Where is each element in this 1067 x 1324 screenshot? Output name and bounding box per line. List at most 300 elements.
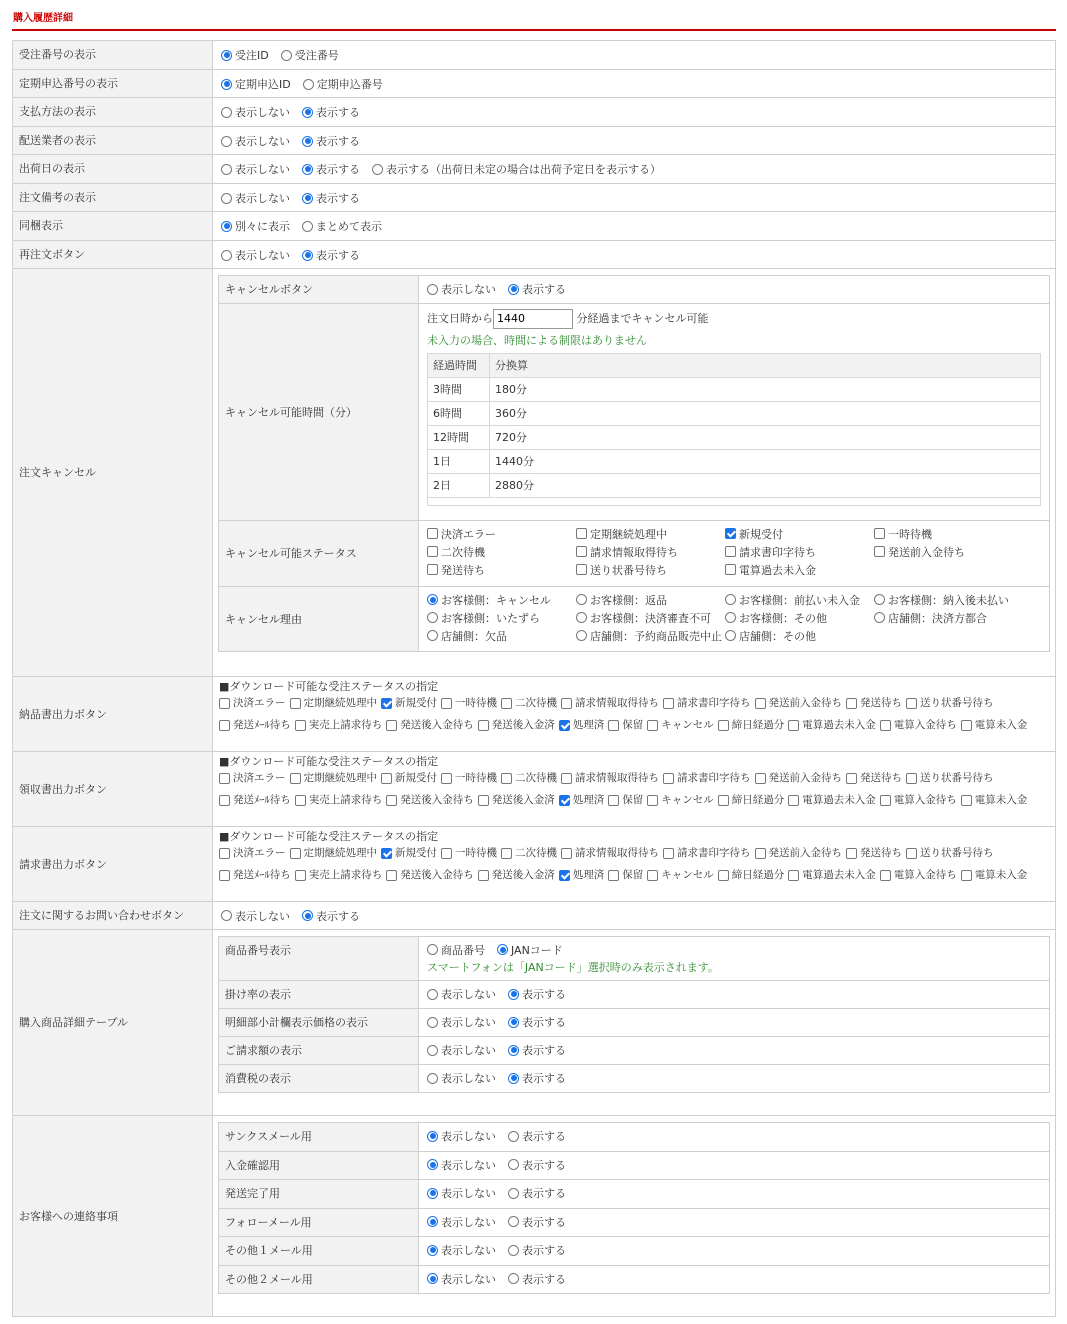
radio-button[interactable]	[427, 1216, 438, 1227]
checkbox[interactable]	[647, 795, 658, 806]
radio-option[interactable]	[725, 610, 874, 626]
checkbox-label: 電算過去未入金	[802, 868, 876, 881]
checkbox[interactable]	[219, 698, 230, 709]
checkbox-option[interactable]	[561, 769, 659, 788]
checkbox-option[interactable]	[880, 791, 957, 810]
checkbox[interactable]	[961, 795, 972, 806]
radio-group	[419, 1208, 1050, 1237]
checkbox-label: 送り状番号待ち	[920, 771, 994, 784]
checkbox-option[interactable]	[755, 769, 843, 788]
radio-option[interactable]	[221, 161, 290, 177]
radio-button[interactable]	[221, 164, 232, 175]
checkbox[interactable]	[725, 546, 736, 557]
checkbox-option[interactable]	[725, 526, 874, 542]
radio-button[interactable]	[508, 1159, 519, 1170]
radio-group	[419, 1065, 1050, 1093]
checkbox-option[interactable]	[663, 694, 751, 713]
radio-option[interactable]	[508, 1157, 566, 1173]
checkbox-option[interactable]	[788, 866, 876, 885]
radio-button[interactable]	[281, 50, 292, 61]
radio-option[interactable]	[221, 908, 290, 924]
checkbox[interactable]	[755, 848, 766, 859]
radio-option[interactable]	[427, 1214, 496, 1230]
checkbox[interactable]	[427, 564, 438, 575]
checkbox[interactable]	[501, 698, 512, 709]
radio-button[interactable]	[874, 594, 885, 605]
radio-option[interactable]	[303, 76, 383, 92]
radio-option[interactable]	[221, 218, 290, 234]
radio-option[interactable]	[302, 908, 360, 924]
checkbox-option[interactable]	[219, 866, 291, 885]
checkbox[interactable]	[880, 795, 891, 806]
row-label: 商品番号表示	[219, 936, 419, 981]
radio-button[interactable]	[427, 1017, 438, 1028]
checkbox-option[interactable]	[386, 716, 474, 735]
checkbox-option[interactable]	[441, 694, 497, 713]
radio-button[interactable]	[372, 164, 383, 175]
radio-label: お客様側：その他	[739, 611, 827, 625]
checkbox-option[interactable]	[725, 562, 874, 578]
checkbox-label: 電算未入金	[974, 868, 1028, 881]
checkbox-option[interactable]	[788, 791, 876, 810]
checkbox[interactable]	[874, 528, 885, 539]
radio-option[interactable]	[725, 592, 874, 608]
checkbox-option[interactable]	[608, 791, 643, 810]
checkbox-option[interactable]	[478, 716, 555, 735]
radio-button[interactable]	[427, 1273, 438, 1284]
checkbox-option[interactable]	[718, 791, 785, 810]
radio-button[interactable]	[725, 594, 736, 605]
radio-option[interactable]	[302, 161, 360, 177]
checkbox-option[interactable]	[219, 769, 286, 788]
checkbox-option[interactable]	[880, 716, 957, 735]
radio-option[interactable]	[427, 1128, 496, 1144]
checkbox[interactable]	[561, 773, 572, 784]
checkbox[interactable]	[381, 698, 392, 709]
radio-option[interactable]	[576, 610, 725, 626]
checkbox[interactable]	[427, 546, 438, 557]
radio-option[interactable]	[508, 1014, 566, 1030]
checkbox-option[interactable]	[663, 844, 751, 863]
radio-option[interactable]	[508, 1042, 566, 1058]
radio-button[interactable]	[427, 1245, 438, 1256]
radio-option[interactable]	[508, 1271, 566, 1287]
checkbox[interactable]	[788, 720, 799, 731]
checkbox[interactable]	[381, 773, 392, 784]
radio-button[interactable]	[221, 79, 232, 90]
checkbox-option[interactable]	[427, 562, 576, 578]
checkbox-option[interactable]	[381, 769, 437, 788]
radio-option[interactable]	[281, 47, 339, 63]
radio-option[interactable]	[221, 47, 269, 63]
checkbox[interactable]	[219, 795, 230, 806]
radio-label: 表示する	[316, 249, 360, 262]
radio-option[interactable]	[427, 1070, 496, 1086]
checkbox[interactable]	[961, 720, 972, 731]
checkbox-option[interactable]	[559, 716, 605, 735]
radio-option[interactable]	[302, 218, 382, 234]
checkbox-option[interactable]	[961, 791, 1028, 810]
checkbox[interactable]	[718, 795, 729, 806]
radio-button[interactable]	[576, 594, 587, 605]
contact-settings	[218, 1122, 1050, 1294]
checkbox[interactable]	[718, 720, 729, 731]
checkbox[interactable]	[718, 870, 729, 881]
checkbox-option[interactable]	[561, 844, 659, 863]
checkbox-option[interactable]	[559, 866, 605, 885]
radio-button[interactable]	[874, 612, 885, 623]
checkbox[interactable]	[559, 795, 570, 806]
radio-button[interactable]	[427, 989, 438, 1000]
radio-option[interactable]	[508, 1070, 566, 1086]
checkbox-option[interactable]	[501, 694, 557, 713]
checkbox-option[interactable]	[846, 769, 902, 788]
radio-button[interactable]	[302, 136, 313, 147]
checkbox-label: 電算入金待ち	[893, 793, 957, 806]
checkbox-option[interactable]	[386, 866, 474, 885]
checkbox-option[interactable]	[576, 544, 725, 560]
checkbox-option[interactable]	[295, 716, 383, 735]
checkbox[interactable]	[576, 564, 587, 575]
conv-cell: 360分	[490, 401, 1041, 425]
checkbox-option[interactable]	[576, 562, 725, 578]
radio-button[interactable]	[221, 193, 232, 204]
radio-option[interactable]	[427, 1242, 496, 1258]
radio-option[interactable]	[302, 133, 360, 149]
radio-label: お客様側：返品	[590, 593, 667, 607]
radio-button[interactable]	[508, 1045, 519, 1056]
checkbox-label: 新規受付	[395, 846, 437, 859]
checkbox-option[interactable]	[295, 791, 383, 810]
checkbox-option[interactable]	[290, 769, 378, 788]
radio-button[interactable]	[302, 221, 313, 232]
radio-option[interactable]	[508, 281, 566, 297]
radio-option[interactable]	[508, 986, 566, 1002]
radio-button[interactable]	[427, 594, 438, 605]
radio-button[interactable]	[427, 630, 438, 641]
radio-option[interactable]	[221, 104, 290, 120]
checkbox-option[interactable]	[755, 844, 843, 863]
checkbox[interactable]	[427, 528, 438, 539]
checkbox[interactable]	[788, 795, 799, 806]
checkbox[interactable]	[386, 720, 397, 731]
checkbox-option[interactable]	[846, 844, 902, 863]
checkbox-label: 電算入金待ち	[893, 868, 957, 881]
radio-button[interactable]	[427, 944, 438, 955]
radio-option[interactable]	[508, 1242, 566, 1258]
radio-button[interactable]	[508, 1188, 519, 1199]
radio-option[interactable]	[427, 610, 576, 626]
radio-label: 表示する	[522, 1044, 566, 1057]
radio-option[interactable]	[427, 1042, 496, 1058]
checkbox-option[interactable]	[647, 791, 714, 810]
checkbox[interactable]	[788, 870, 799, 881]
checkbox[interactable]	[663, 848, 674, 859]
checkbox-option[interactable]	[290, 694, 378, 713]
checkbox-option[interactable]	[718, 716, 785, 735]
checkbox-label: キャンセル	[661, 718, 714, 731]
checkbox[interactable]	[561, 698, 572, 709]
radio-group	[213, 155, 1056, 184]
checkbox-option[interactable]	[441, 769, 497, 788]
radio-button[interactable]	[221, 250, 232, 261]
checkbox-option[interactable]	[478, 866, 555, 885]
radio-button[interactable]	[302, 250, 313, 261]
radio-group	[419, 1009, 1050, 1037]
checkbox[interactable]	[906, 773, 917, 784]
checkbox[interactable]	[441, 698, 452, 709]
radio-button[interactable]	[508, 1245, 519, 1256]
checkbox[interactable]	[880, 720, 891, 731]
checkbox-option[interactable]	[381, 844, 437, 863]
radio-option[interactable]	[725, 628, 874, 644]
checkbox[interactable]	[219, 720, 230, 731]
checkbox-option[interactable]	[961, 866, 1028, 885]
radio-group	[213, 127, 1056, 155]
radio-option[interactable]	[576, 592, 725, 608]
checkbox-option[interactable]	[441, 844, 497, 863]
checkbox[interactable]	[501, 773, 512, 784]
radio-button[interactable]	[427, 1159, 438, 1170]
checkbox[interactable]	[725, 528, 736, 539]
checkbox-option[interactable]	[608, 716, 643, 735]
radio-button[interactable]	[221, 107, 232, 118]
checkbox[interactable]	[290, 773, 301, 784]
radio-option[interactable]	[427, 1157, 496, 1173]
radio-button[interactable]	[497, 944, 508, 955]
radio-label: 表示する	[316, 163, 360, 176]
checkbox-option[interactable]	[219, 791, 291, 810]
radio-button[interactable]	[508, 989, 519, 1000]
checkbox-option[interactable]	[906, 694, 994, 713]
radio-button[interactable]	[508, 1273, 519, 1284]
radio-button[interactable]	[508, 1216, 519, 1227]
checkbox[interactable]	[441, 773, 452, 784]
checkbox-label: 送り状番号待ち	[920, 846, 994, 859]
checkbox-option[interactable]	[561, 694, 659, 713]
checkbox-label: 発送前入金待ち	[768, 771, 842, 784]
checkbox[interactable]	[647, 720, 658, 731]
checkbox-option[interactable]	[906, 844, 994, 863]
checkbox[interactable]	[386, 870, 397, 881]
checkbox-option[interactable]	[788, 716, 876, 735]
checkbox[interactable]	[846, 773, 857, 784]
checkbox-option[interactable]	[427, 526, 576, 542]
checkbox[interactable]	[386, 795, 397, 806]
radio-button[interactable]	[576, 612, 587, 623]
checkbox[interactable]	[608, 795, 619, 806]
radio-button[interactable]	[302, 164, 313, 175]
checkbox-label: 締日経過分	[731, 793, 785, 806]
checkbox-option[interactable]	[647, 866, 714, 885]
checkbox-label: 発送後入金済	[491, 793, 555, 806]
checkbox[interactable]	[846, 848, 857, 859]
radio-option[interactable]	[508, 1185, 566, 1201]
radio-button[interactable]	[427, 1131, 438, 1142]
checkbox[interactable]	[725, 564, 736, 575]
checkbox[interactable]	[608, 870, 619, 881]
checkbox[interactable]	[219, 773, 230, 784]
radio-button[interactable]	[725, 612, 736, 623]
checkbox[interactable]	[906, 698, 917, 709]
checkbox[interactable]	[478, 720, 489, 731]
radio-option[interactable]	[874, 610, 1023, 626]
radio-button[interactable]	[427, 1045, 438, 1056]
radio-option[interactable]	[302, 247, 360, 263]
checkbox-label: 実売上請求待ち	[308, 793, 383, 806]
checkbox[interactable]	[663, 773, 674, 784]
radio-option[interactable]	[221, 133, 290, 149]
checkbox-option[interactable]	[880, 866, 957, 885]
checkbox-option[interactable]	[961, 716, 1028, 735]
checkbox[interactable]	[663, 698, 674, 709]
checkbox[interactable]	[647, 870, 658, 881]
radio-button[interactable]	[725, 630, 736, 641]
checkbox-option[interactable]	[219, 844, 286, 863]
checkbox[interactable]	[906, 848, 917, 859]
radio-option[interactable]	[427, 986, 496, 1002]
status-checkboxes	[219, 769, 1047, 813]
radio-label: 表示しない	[441, 1272, 496, 1286]
checkbox[interactable]	[219, 848, 230, 859]
checkbox[interactable]	[501, 848, 512, 859]
checkbox-option[interactable]	[295, 866, 383, 885]
cancel-status-checkboxes	[427, 526, 1041, 578]
checkbox-option[interactable]	[755, 694, 843, 713]
checkbox[interactable]	[559, 720, 570, 731]
radio-label: 表示する	[522, 283, 566, 296]
checkbox-option[interactable]	[381, 694, 437, 713]
row-label: 消費税の表示	[219, 1065, 419, 1093]
radio-button[interactable]	[508, 1017, 519, 1028]
checkbox-label: 発送待ち	[860, 696, 902, 709]
checkbox-label: 発送後入金済	[491, 868, 555, 881]
checkbox[interactable]	[561, 848, 572, 859]
cancel-minutes-input[interactable]	[493, 309, 573, 329]
checkbox-option[interactable]	[290, 844, 378, 863]
radio-option[interactable]	[427, 1185, 496, 1201]
checkbox-option[interactable]	[906, 769, 994, 788]
radio-button[interactable]	[427, 284, 438, 295]
radio-option[interactable]	[372, 161, 661, 177]
radio-button[interactable]	[508, 1131, 519, 1142]
checkbox-option[interactable]	[219, 716, 291, 735]
radio-option[interactable]	[302, 190, 360, 206]
checkbox[interactable]	[755, 773, 766, 784]
radio-button[interactable]	[508, 284, 519, 295]
checkbox[interactable]	[608, 720, 619, 731]
checkbox[interactable]	[478, 870, 489, 881]
checkbox[interactable]	[441, 848, 452, 859]
checkbox-option[interactable]	[725, 544, 874, 560]
radio-button[interactable]	[302, 193, 313, 204]
radio-button[interactable]	[221, 50, 232, 61]
row-label: 明細部小計欄表示価格の表示	[219, 1009, 419, 1037]
radio-option[interactable]	[427, 942, 485, 958]
radio-button[interactable]	[303, 79, 314, 90]
checkbox-option[interactable]	[576, 526, 725, 542]
checkbox-option[interactable]	[874, 526, 1023, 542]
radio-button[interactable]	[302, 910, 313, 921]
radio-option[interactable]	[508, 1214, 566, 1230]
checkbox-option[interactable]	[501, 769, 557, 788]
radio-option[interactable]	[221, 190, 290, 206]
radio-button[interactable]	[302, 107, 313, 118]
checkbox-option[interactable]	[608, 866, 643, 885]
checkbox[interactable]	[219, 870, 230, 881]
checkbox-option[interactable]	[427, 544, 576, 560]
radio-option[interactable]	[427, 1014, 496, 1030]
radio-option[interactable]	[427, 628, 576, 644]
radio-option[interactable]	[576, 628, 725, 644]
checkbox-label: 一時待機	[455, 846, 497, 859]
checkbox[interactable]	[478, 795, 489, 806]
checkbox-option[interactable]	[501, 844, 557, 863]
checkbox[interactable]	[576, 546, 587, 557]
checkbox-option[interactable]	[478, 791, 555, 810]
radio-option[interactable]	[427, 592, 576, 608]
radio-button[interactable]	[576, 630, 587, 641]
checkbox-option[interactable]	[386, 791, 474, 810]
checkbox-label: 一時待機	[455, 771, 497, 784]
checkbox[interactable]	[295, 870, 306, 881]
row-label: 同梱表示	[13, 212, 213, 241]
radio-label: 商品番号	[441, 943, 485, 957]
radio-option[interactable]	[302, 104, 360, 120]
checkbox[interactable]	[290, 848, 301, 859]
checkbox-label: 請求情報取得待ち	[575, 696, 659, 709]
checkbox[interactable]	[880, 870, 891, 881]
checkbox[interactable]	[874, 546, 885, 557]
checkbox-option[interactable]	[874, 544, 1023, 560]
radio-button[interactable]	[221, 136, 232, 147]
checkbox[interactable]	[295, 795, 306, 806]
radio-button[interactable]	[508, 1073, 519, 1084]
checkbox-label: 保留	[622, 793, 644, 806]
checkbox[interactable]	[559, 870, 570, 881]
checkbox[interactable]	[755, 698, 766, 709]
checkbox-label: 発送ﾒｰﾙ待ち	[233, 718, 291, 731]
checkbox-option[interactable]	[663, 769, 751, 788]
radio-button[interactable]	[221, 221, 232, 232]
radio-label: 店舗側：決済方都合	[888, 611, 987, 625]
checkbox[interactable]	[846, 698, 857, 709]
checkbox[interactable]	[295, 720, 306, 731]
checkbox[interactable]	[961, 870, 972, 881]
radio-option[interactable]	[221, 247, 290, 263]
checkbox-option[interactable]	[219, 694, 286, 713]
radio-button[interactable]	[221, 910, 232, 921]
radio-option[interactable]	[508, 1128, 566, 1144]
radio-option[interactable]	[874, 592, 1023, 608]
checkbox[interactable]	[290, 698, 301, 709]
checkbox-option[interactable]	[559, 791, 605, 810]
conv-row	[428, 425, 1041, 449]
radio-button[interactable]	[427, 1073, 438, 1084]
radio-option[interactable]	[427, 281, 496, 297]
radio-option[interactable]	[221, 76, 291, 92]
checkbox[interactable]	[381, 848, 392, 859]
radio-option[interactable]	[427, 1271, 496, 1287]
checkbox[interactable]	[576, 528, 587, 539]
radio-button[interactable]	[427, 1188, 438, 1199]
checkbox-option[interactable]	[647, 716, 714, 735]
radio-option[interactable]	[497, 942, 563, 958]
checkbox-option[interactable]	[718, 866, 785, 885]
radio-button[interactable]	[427, 612, 438, 623]
radio-label: 表示しない	[235, 163, 290, 176]
checkbox-option[interactable]	[846, 694, 902, 713]
